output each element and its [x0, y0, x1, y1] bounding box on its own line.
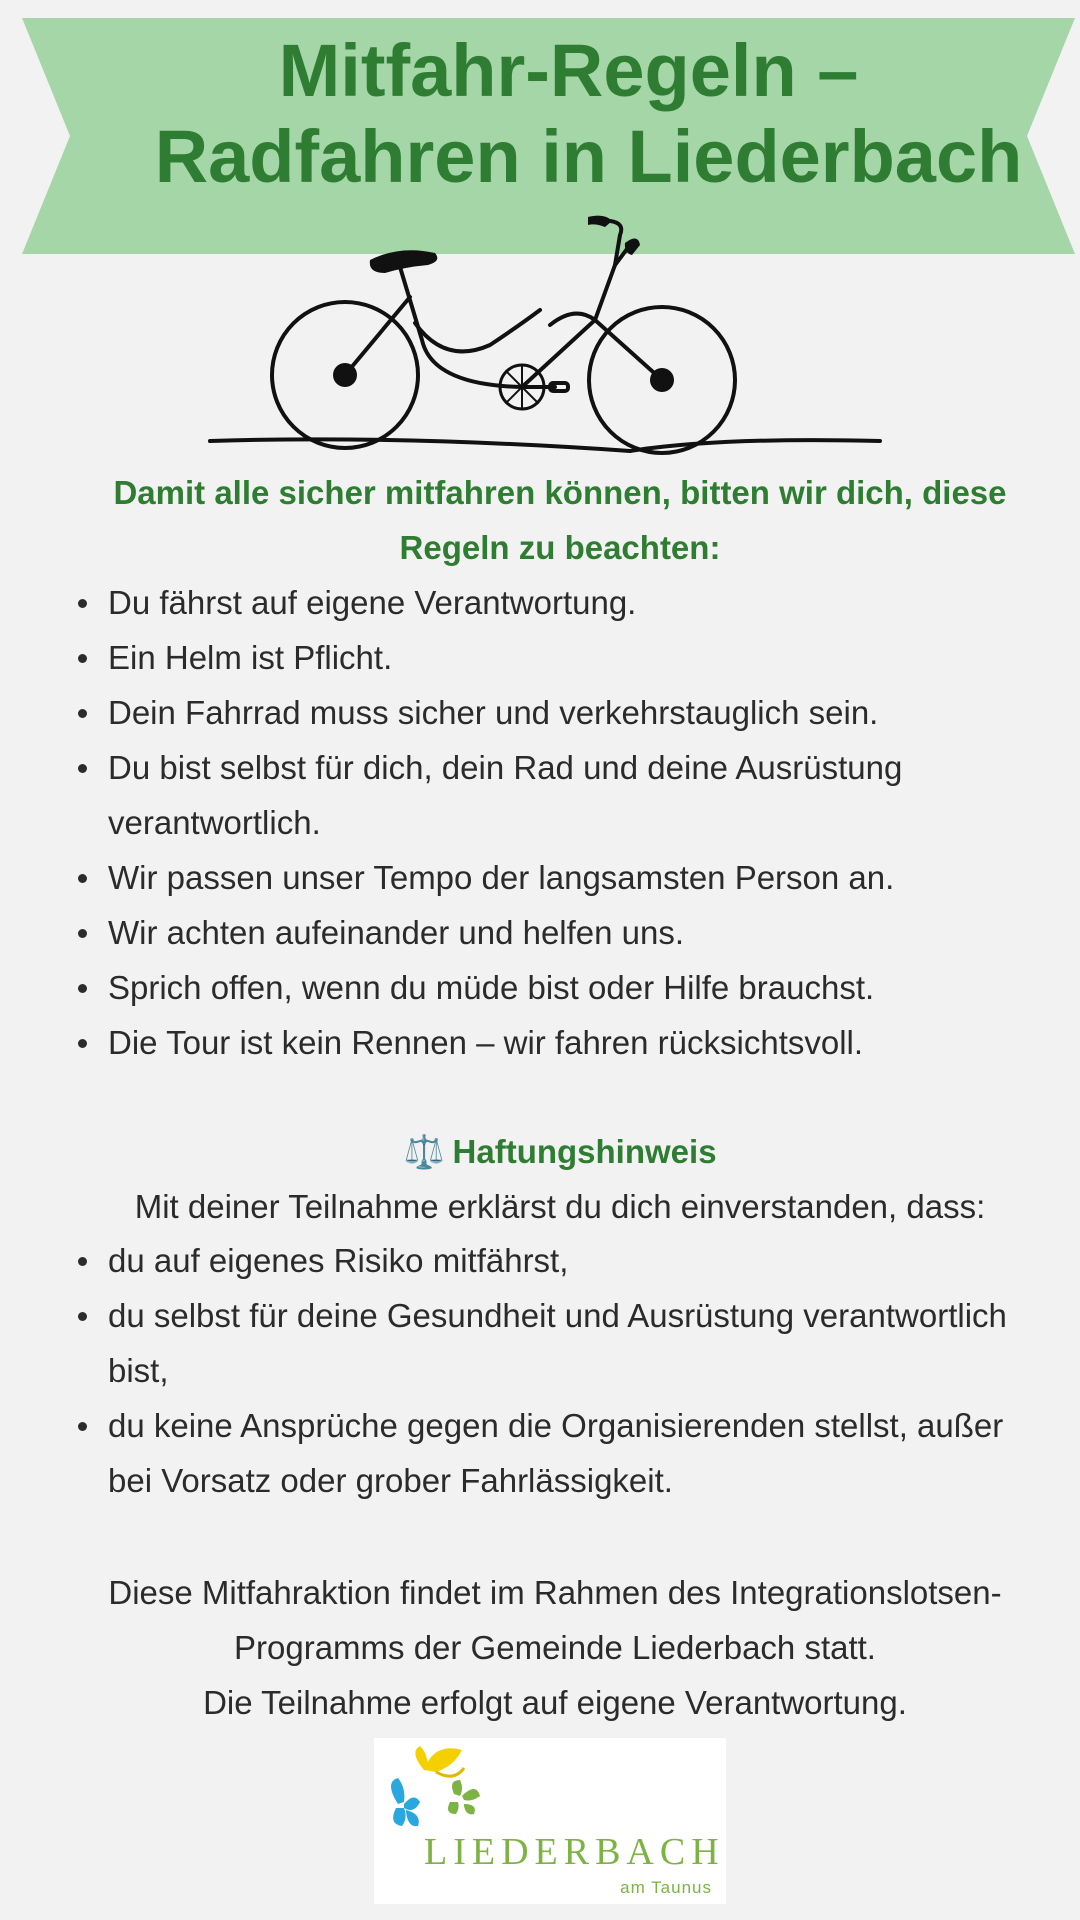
- intro-text: Damit alle sicher mitfahren können, bitten wir dich, diese Regeln zu beachten:: [113, 474, 1007, 566]
- logo-subtitle: am Taunus: [620, 1878, 712, 1897]
- list-item: Du bist selbst für dich, dein Rad und deine Ausrüstung verantwortlich.: [70, 740, 1030, 850]
- butterflies-logo-icon: [384, 1742, 504, 1842]
- liability-list: [70, 1233, 1010, 1508]
- footer-line: Die Teilnahme erfolgt auf eigene Verantwortung.: [203, 1684, 907, 1721]
- list-item: Sprich offen, wenn du müde bist oder Hilfe brauchst.: [70, 960, 1030, 1015]
- list-item: Dein Fahrrad muss sicher und verkehrstauglich sein.: [70, 685, 1030, 740]
- list-item: du selbst für deine Gesundheit und Ausrüstung verantwortlich bist,: [70, 1288, 1010, 1398]
- logo-wordmark: LIEDERBACH: [424, 1831, 725, 1873]
- page-title: [22, 28, 1075, 200]
- footer-line: Diese Mitfahraktion findet im Rahmen des Integrationslotsen-: [108, 1574, 1002, 1611]
- rules-list: [70, 575, 1030, 1070]
- list-item: du keine Ansprüche gegen die Organisierenden stellst, außer bei Vorsatz oder grober Fahrlässigkeit.: [70, 1398, 1010, 1508]
- list-item: Wir passen unser Tempo der langsamsten Person an.: [70, 850, 1030, 905]
- footer-text: [40, 1565, 1070, 1730]
- list-item: du auf eigenes Risiko mitfährst,: [70, 1233, 1010, 1288]
- footer-line: Programms der Gemeinde Liederbach statt.: [234, 1629, 876, 1666]
- list-item: Ein Helm ist Pflicht.: [70, 630, 1030, 685]
- liability-heading-text: Haftungshinweis: [452, 1133, 717, 1170]
- liability-intro: Mit deiner Teilnahme erklärst du dich einverstanden, dass:: [134, 1188, 986, 1225]
- list-item: Du fährst auf eigene Verantwortung.: [70, 575, 1030, 630]
- list-item: Wir achten aufeinander und helfen uns.: [70, 905, 1030, 960]
- balance-scale-icon: ⚖️: [403, 1133, 445, 1170]
- list-item: Die Tour ist kein Rennen – wir fahren rücksichtsvoll.: [70, 1015, 1030, 1070]
- liederbach-logo: [374, 1738, 726, 1904]
- page-title-line1: Mitfahr-Regeln –: [278, 29, 859, 112]
- page-title-line2: Radfahren in Liederbach: [154, 115, 1023, 198]
- liability-heading: [0, 1124, 1080, 1179]
- bicycle-illustration: [200, 215, 900, 475]
